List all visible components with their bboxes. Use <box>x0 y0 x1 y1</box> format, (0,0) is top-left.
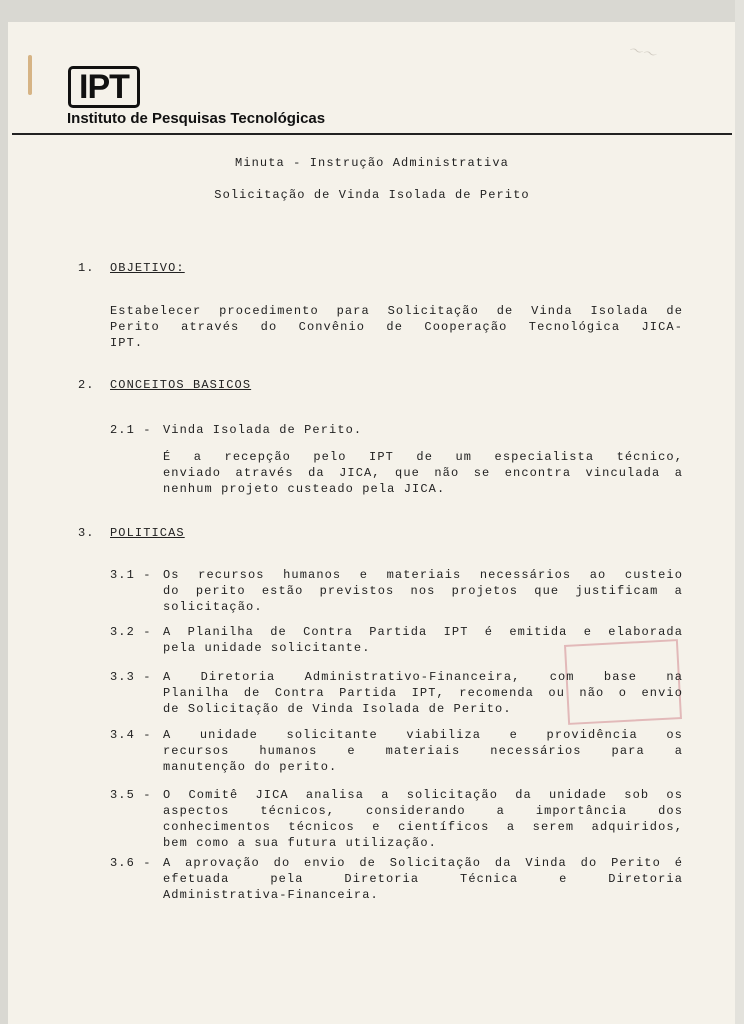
paper-stain <box>28 55 32 95</box>
ipt-logo: IPT <box>68 66 140 108</box>
policy-number: 3.5 - <box>110 788 152 802</box>
policy-line: A Planilha de Contra Partida IPT é emitida e elaborada <box>163 625 683 639</box>
paragraph-line: Estabelecer procedimento para Solicitação de Vinda Isolada de <box>110 304 683 318</box>
section-number: 2. <box>78 378 95 392</box>
policy-line: Planilha de Contra Partida IPT, recomenda ou não o envio <box>163 686 683 700</box>
section-number: 1. <box>78 261 95 275</box>
policy-line: recursos humanos e materiais necessários para a <box>163 744 683 758</box>
handwritten-note: 〜〜 <box>626 42 658 64</box>
policy-line: aspectos técnicos, considerando a importância dos <box>163 804 683 818</box>
subsection-title: Vinda Isolada de Perito. <box>163 423 363 437</box>
policy-line: de Solicitação de Vinda Isolada de Perito. <box>163 702 512 716</box>
policy-line: Administrativa-Financeira. <box>163 888 379 902</box>
policy-line: Os recursos humanos e materiais necessários ao custeio <box>163 568 683 582</box>
policy-number: 3.2 - <box>110 625 152 639</box>
section-number: 3. <box>78 526 95 540</box>
policy-number: 3.4 - <box>110 728 152 742</box>
policy-line: manutenção do perito. <box>163 760 338 774</box>
section-heading: CONCEITOS BASICOS <box>110 378 252 392</box>
policy-number: 3.1 - <box>110 568 152 582</box>
policy-line: A aprovação do envio de Solicitação da Vinda do Perito é <box>163 856 683 870</box>
policy-line: O Comitê JICA analisa a solicitação da unidade sob os <box>163 788 683 802</box>
policy-line: efetuada pela Diretoria Técnica e Diretoria <box>163 872 683 886</box>
policy-line: A Diretoria Administrativo-Financeira, com base na <box>163 670 683 684</box>
doc-title: Minuta - Instrução Administrativa <box>235 156 509 170</box>
header-rule <box>12 133 732 135</box>
policy-line: pela unidade solicitante. <box>163 641 371 655</box>
paragraph-line: IPT. <box>110 336 144 350</box>
policy-line: conhecimentos técnicos e científicos a serem adquiridos, <box>163 820 683 834</box>
policy-line: do perito estão previstos nos projetos que justificam a <box>163 584 683 598</box>
section-heading: POLITICAS <box>110 526 185 540</box>
paragraph-line: enviado através da JICA, que não se encontra vinculada a <box>163 466 683 480</box>
scan-edge <box>735 0 744 1024</box>
policy-number: 3.3 - <box>110 670 152 684</box>
paragraph-line: nenhum projeto custeado pela JICA. <box>163 482 446 496</box>
policy-line: A unidade solicitante viabiliza e providência os <box>163 728 683 742</box>
subsection-number: 2.1 - <box>110 423 152 437</box>
section-heading: OBJETIVO: <box>110 261 185 275</box>
policy-line: solicitação. <box>163 600 263 614</box>
paragraph-line: É a recepção pelo IPT de um especialista técnico, <box>163 450 683 464</box>
paragraph-line: Perito através do Convênio de Cooperação Tecnológica JICA- <box>110 320 683 334</box>
doc-subtitle: Solicitação de Vinda Isolada de Perito <box>214 188 530 202</box>
institution-name: Instituto de Pesquisas Tecnológicas <box>67 110 326 127</box>
policy-number: 3.6 - <box>110 856 152 870</box>
policy-line: bem como a sua futura utilização. <box>163 836 437 850</box>
